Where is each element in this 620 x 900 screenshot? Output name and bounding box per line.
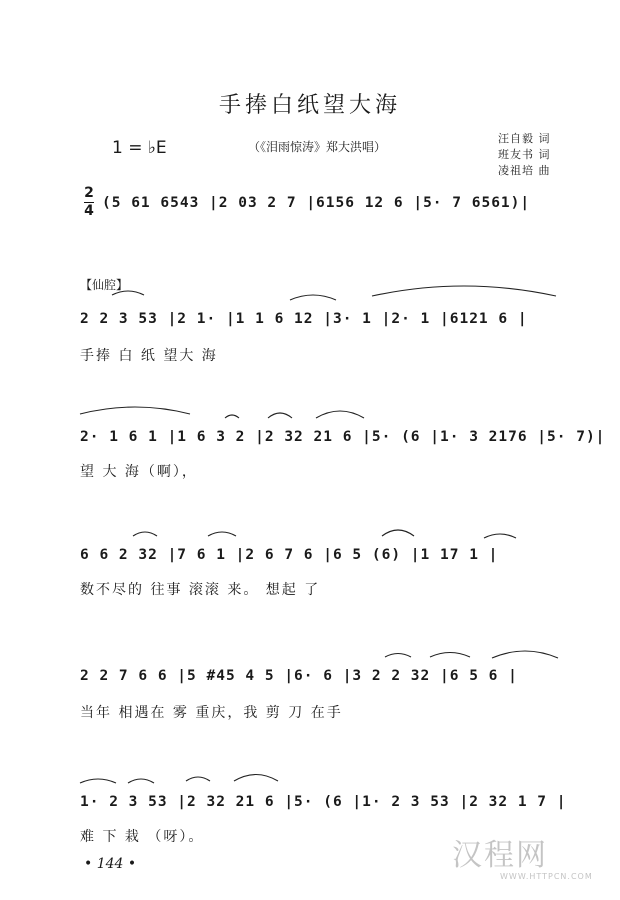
slur: [290, 295, 336, 300]
slur: [128, 779, 154, 783]
notation-line-2: 2 2 3 53 |2 1· |1 1 6 12 |3· 1 |2· 1 |6121 6 |: [80, 311, 528, 327]
slur: [372, 286, 556, 296]
notation-line-4: 6 6 2 32 |7 6 1 |2 6 7 6 |6 5 (6) |1 17 1 |: [80, 547, 499, 563]
time-signature-bottom: 4: [84, 203, 94, 219]
lyric-line-5: 当年 相遇在 雾 重庆，我 剪 刀 在手: [80, 705, 343, 721]
credit-lyricist-1: 汪自毅 词: [498, 132, 551, 145]
slur: [385, 654, 411, 658]
notation-line-3: 2· 1 6 1 |1 6 3 2 |2 32 21 6 |5· (6 |1· 3 2176 |5· 7)|: [80, 429, 606, 445]
notation-line-5: 2 2 7 6 6 |5 #45 4 5 |6· 6 |3 2 2 32 |6 5 6 |: [80, 668, 518, 684]
time-signature-top: 2: [84, 185, 94, 201]
lyric-line-3: 望 大 海（啊），: [80, 464, 198, 480]
slur: [225, 415, 239, 418]
slur: [234, 775, 278, 782]
slur: [316, 411, 364, 418]
notation-line-6: 1· 2 3 53 |2 32 21 6 |5· (6 |1· 2 3 53 |2 32 1 7 |: [80, 794, 567, 810]
slur: [492, 651, 558, 658]
lyric-line-2: 手捧 白 纸 望大 海: [80, 348, 218, 364]
credit-lyricist-2: 班友书 词: [498, 148, 551, 161]
slur: [80, 779, 116, 783]
section-mark: 【仙腔】: [80, 278, 129, 292]
slur: [484, 534, 516, 538]
key-signature: 1 = ♭E: [112, 138, 167, 158]
slur: [80, 407, 190, 414]
notation-line-1: (5 61 6543 |2 03 2 7 |6156 12 6 |5· 7 6561)|: [102, 195, 531, 211]
slur: [186, 777, 210, 781]
slur: [268, 413, 292, 418]
slur: [430, 653, 470, 658]
song-subtitle: （《泪雨惊涛》郑大洪唱）: [248, 140, 387, 154]
slur: [112, 291, 144, 295]
slur: [382, 530, 414, 536]
lyric-line-4: 数不尽的 往事 滚滚 来。 想起 了: [80, 582, 321, 598]
site-watermark: 汉程网: [452, 838, 548, 873]
slur: [208, 532, 236, 536]
song-title: 手捧白纸望大海: [218, 93, 401, 118]
lyric-line-6: 难 下 栽 （呀）。: [80, 829, 205, 845]
site-watermark-url: WWW.HTTPCN.COM: [500, 872, 593, 881]
slur: [133, 532, 157, 536]
page-number: • 144 •: [84, 856, 137, 872]
credit-composer: 凌祖培 曲: [498, 164, 551, 177]
